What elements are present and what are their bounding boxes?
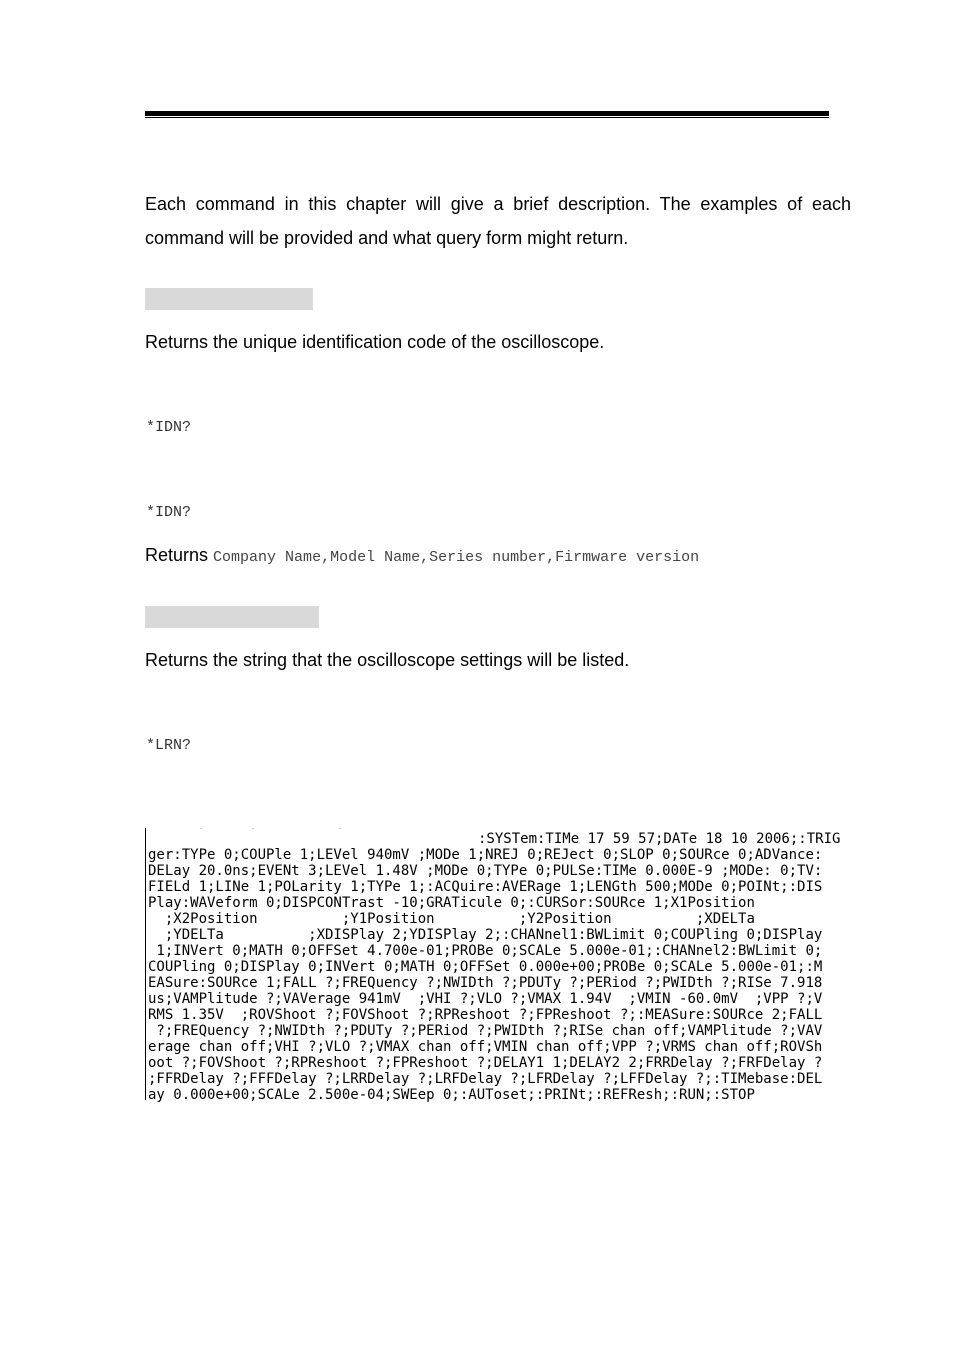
header-rule-thick xyxy=(145,111,829,116)
terminal-line: ?;FREQuency ?;NWIDth ?;PDUTy ?;PERiod ?;PWIDth ?;RISe chan off;VAMPlitude ?;VAV xyxy=(148,1023,823,1039)
terminal-line: ;FFRDelay ?;FFFDelay ?;LRRDelay ?;LRFDelay ?;LFRDelay ?;LFFDelay ?;:TIMebase:DEL xyxy=(148,1071,823,1087)
terminal-line: oot ?;FOVShoot ?;RPReshoot ?;FPReshoot ?;DELAY1 1;DELAY2 2;FRRDelay ?;FRFDelay ? xyxy=(148,1055,823,1071)
terminal-line: Play:WAVeform 0;DISPCONTrast -10;GRATicule 0;:CURSor:SOURce 1;X1Position xyxy=(148,895,755,911)
idn-description: Returns the unique identification code of the oscilloscope. xyxy=(145,332,605,352)
terminal-line: RMS 1.35V ;ROVShoot ?;FOVShoot ?;RPReshoot ?;FPReshoot ?;:MEASure:SOURce 2;FALL xyxy=(148,1007,823,1023)
lrn-syntax: *LRN? xyxy=(146,737,192,754)
terminal-line: FIELd 1;LINe 1;POLarity 1;TYPe 1;:ACQuire:AVERage 1;LENGth 500;MODe 0;POINt;:DIS xyxy=(148,879,823,895)
terminal-line: DELay 20.0ns;EVENt 3;LEVel 1.48V ;MODe 0;TYPe 0;PULSe:TIMe 0.000E-9 ;MODe: 0;TV: xyxy=(148,863,823,879)
header-rule-thin xyxy=(145,117,829,118)
terminal-line: ay 0.000e+00;SCALe 2.500e-04;SWEep 0;:AUToset;:PRINt;:REFResh;:RUN;:STOP xyxy=(148,1087,755,1103)
terminal-line: erage chan off;VHI ?;VLO ?;VMAX chan off;VMIN chan off;VPP ?;VRMS chan off;ROVSh xyxy=(148,1039,823,1055)
terminal-line: :SYSTem:TIMe 17 59 57;DATe 18 10 2006;:TRIG xyxy=(478,831,841,847)
lrn-description: Returns the string that the oscilloscope settings will be listed. xyxy=(145,650,630,670)
idn-example: *IDN? xyxy=(146,504,192,521)
idn-returns-value: Company Name,Model Name,Series number,Firmware version xyxy=(213,549,700,566)
terminal-line: COUPling 0;DISPlay 0;INVert 0;MATH 0;OFFSet 0.000e+00;PROBe 0;SCALe 5.000e-01;:M xyxy=(148,959,823,975)
terminal-line: ger:TYPe 0;COUPle 1;LEVel 940mV ;MODe 1;NREJ 0;REJect 0;SLOP 0;SOURce 0;ADVance: xyxy=(148,847,823,863)
lrn-command-heading xyxy=(145,606,319,628)
screenshot-artifacts: · · · xyxy=(200,826,342,832)
idn-returns-label: Returns xyxy=(145,545,209,565)
terminal-line: ;X2Position ;Y1Position ;Y2Position ;XDELTa xyxy=(148,911,755,927)
terminal-line: ;YDELTa ;XDISPlay 2;YDISPlay 2;:CHANnel1:BWLimit 0;COUPling 0;DISPlay xyxy=(148,927,823,943)
intro-paragraph: Each command in this chapter will give a brief description. The examples of each command will be provided and what query form might return. xyxy=(145,194,851,248)
idn-command-heading xyxy=(145,288,313,310)
terminal-line: EASure:SOURce 1;FALL ?;FREQuency ?;NWIDth ?;PDUTy ?;PERiod ?;PWIDth ?;RISe 7.918 xyxy=(148,975,823,991)
terminal-line: us;VAMPlitude ?;VAVerage 941mV ;VHI ?;VLO ?;VMAX 1.94V ;VMIN -60.0mV ;VPP ?;V xyxy=(148,991,823,1007)
idn-syntax: *IDN? xyxy=(146,419,192,436)
idn-returns xyxy=(145,543,699,570)
lrn-response-screenshot xyxy=(145,828,854,1103)
terminal-line: 1;INVert 0;MATH 0;OFFSet 4.700e-01;PROBe 0;SCALe 5.000e-01;:CHANnel2:BWLimit 0; xyxy=(148,943,823,959)
